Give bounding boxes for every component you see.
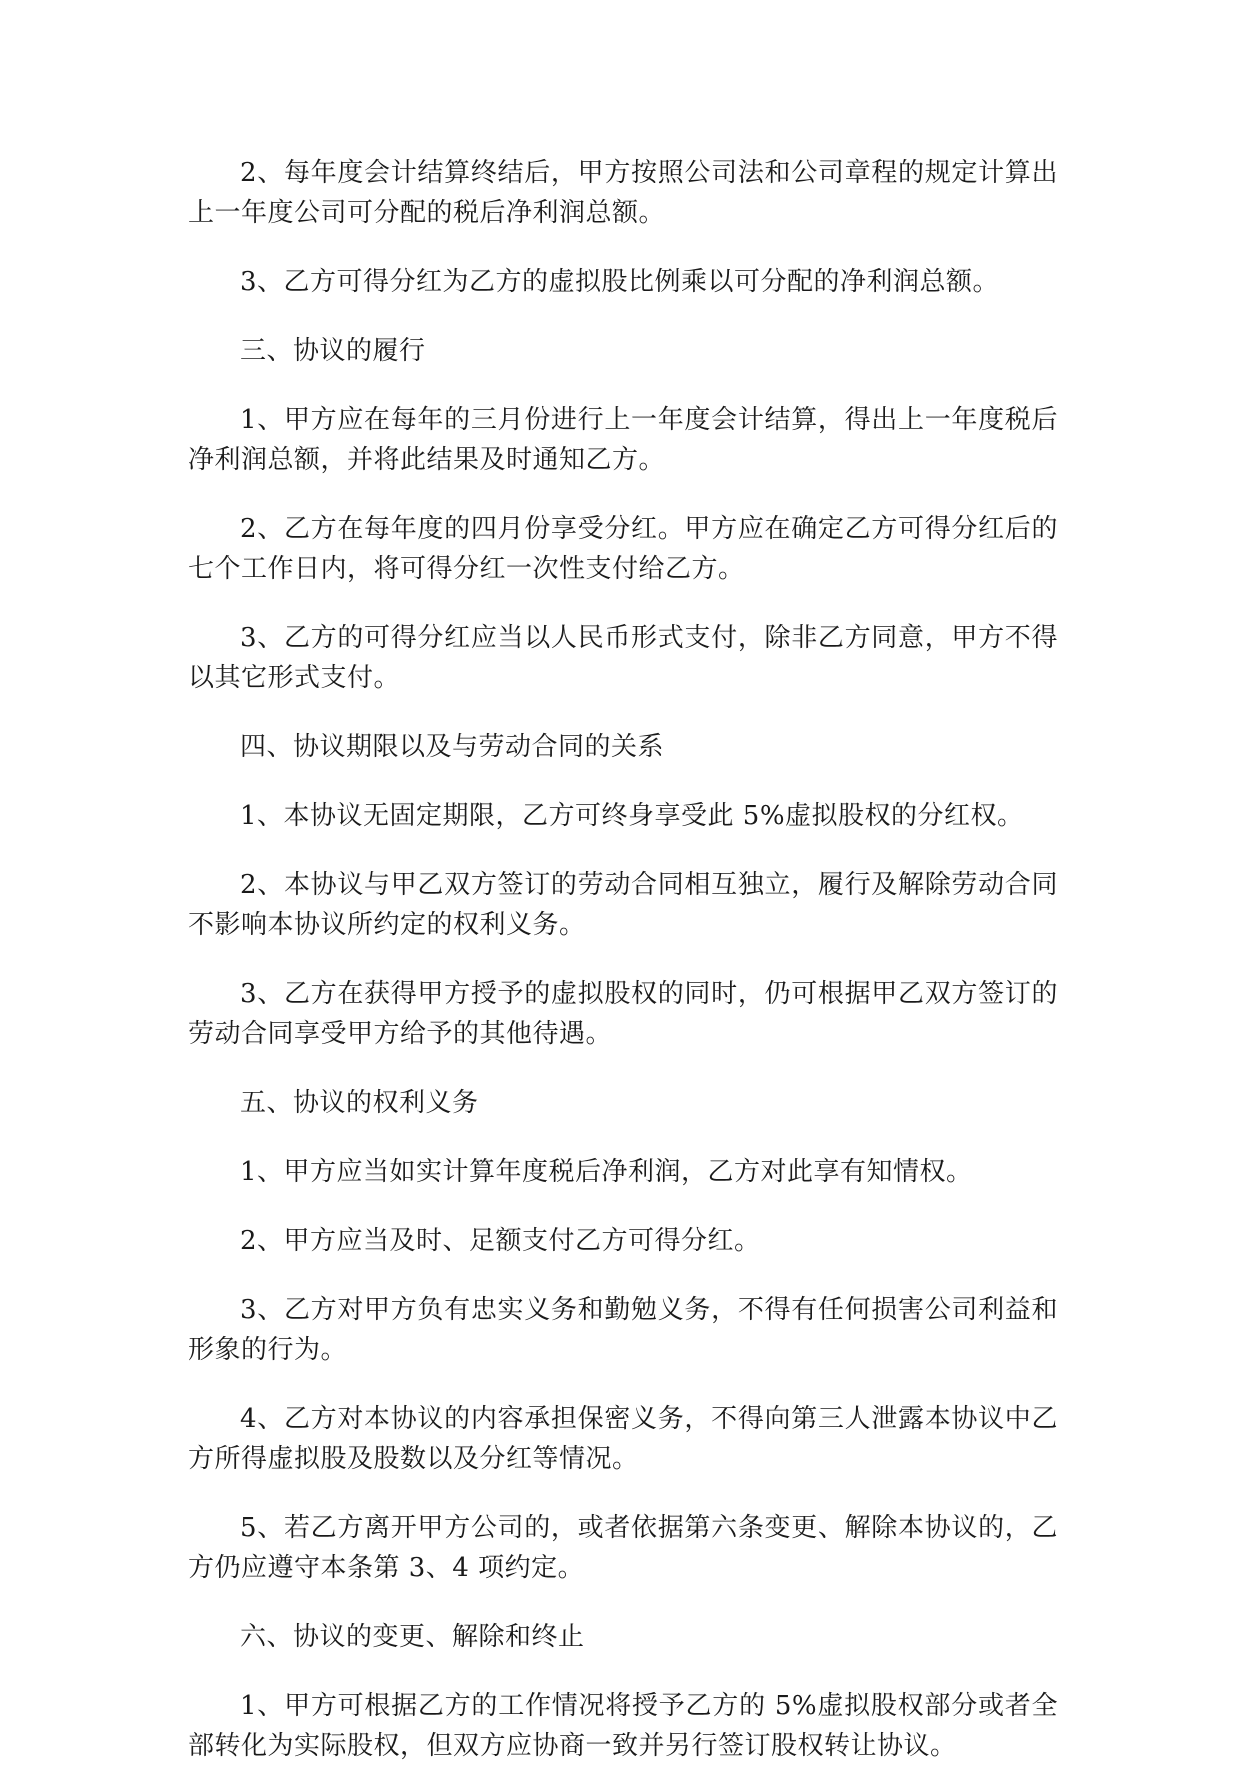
paragraph-clause-4-2: 2、本协议与甲乙双方签订的劳动合同相互独立，履行及解除劳动合同不影响本协议所约定的权利义务。 [188, 870, 1058, 940]
section-heading-3: 三、协议的履行 [240, 336, 426, 366]
paragraph-clause-2-3: 3、乙方可得分红为乙方的虚拟股比例乘以可分配的净利润总额。 [240, 267, 1000, 297]
paragraph-clause-5-2: 2、甲方应当及时、足额支付乙方可得分红。 [240, 1226, 761, 1256]
section-heading-4: 四、协议期限以及与劳动合同的关系 [240, 732, 665, 762]
paragraph-clause-4-1: 1、本协议无固定期限，乙方可终身享受此 5%虚拟股权的分红权。 [240, 801, 1024, 831]
paragraph-clause-5-5: 5、若乙方离开甲方公司的，或者依据第六条变更、解除本协议的，乙方仍应遵守本条第 3、4 项约定。 [188, 1513, 1058, 1583]
paragraph-clause-5-4: 4、乙方对本协议的内容承担保密义务，不得向第三人泄露本协议中乙方所得虚拟股及股数以及分红等情况。 [188, 1404, 1058, 1474]
paragraph-clause-3-1: 1、甲方应在每年的三月份进行上一年度会计结算，得出上一年度税后净利润总额，并将此结果及时通知乙方。 [188, 405, 1058, 475]
paragraph-clause-6-1: 1、甲方可根据乙方的工作情况将授予乙方的 5%虚拟股权部分或者全部转化为实际股权，但双方应协商一致并另行签订股权转让协议。 [188, 1691, 1058, 1761]
paragraph-clause-3-3: 3、乙方的可得分红应当以人民币形式支付，除非乙方同意，甲方不得以其它形式支付。 [188, 623, 1058, 693]
paragraph-clause-5-1: 1、甲方应当如实计算年度税后净利润，乙方对此享有知情权。 [240, 1157, 973, 1187]
paragraph-clause-5-3: 3、乙方对甲方负有忠实义务和勤勉义务，不得有任何损害公司利益和形象的行为。 [188, 1295, 1058, 1365]
paragraph-clause-3-2: 2、乙方在每年度的四月份享受分红。甲方应在确定乙方可得分红后的七个工作日内，将可得分红一次性支付给乙方。 [188, 514, 1058, 584]
paragraph-clause-2-2: 2、每年度会计结算终结后，甲方按照公司法和公司章程的规定计算出上一年度公司可分配的税后净利润总额。 [188, 158, 1058, 228]
paragraph-clause-4-3: 3、乙方在获得甲方授予的虚拟股权的同时，仍可根据甲乙双方签订的劳动合同享受甲方给予的其他待遇。 [188, 979, 1058, 1049]
section-heading-5: 五、协议的权利义务 [240, 1088, 479, 1118]
document-body [188, 153, 1058, 1766]
section-heading-6: 六、协议的变更、解除和终止 [240, 1622, 585, 1652]
